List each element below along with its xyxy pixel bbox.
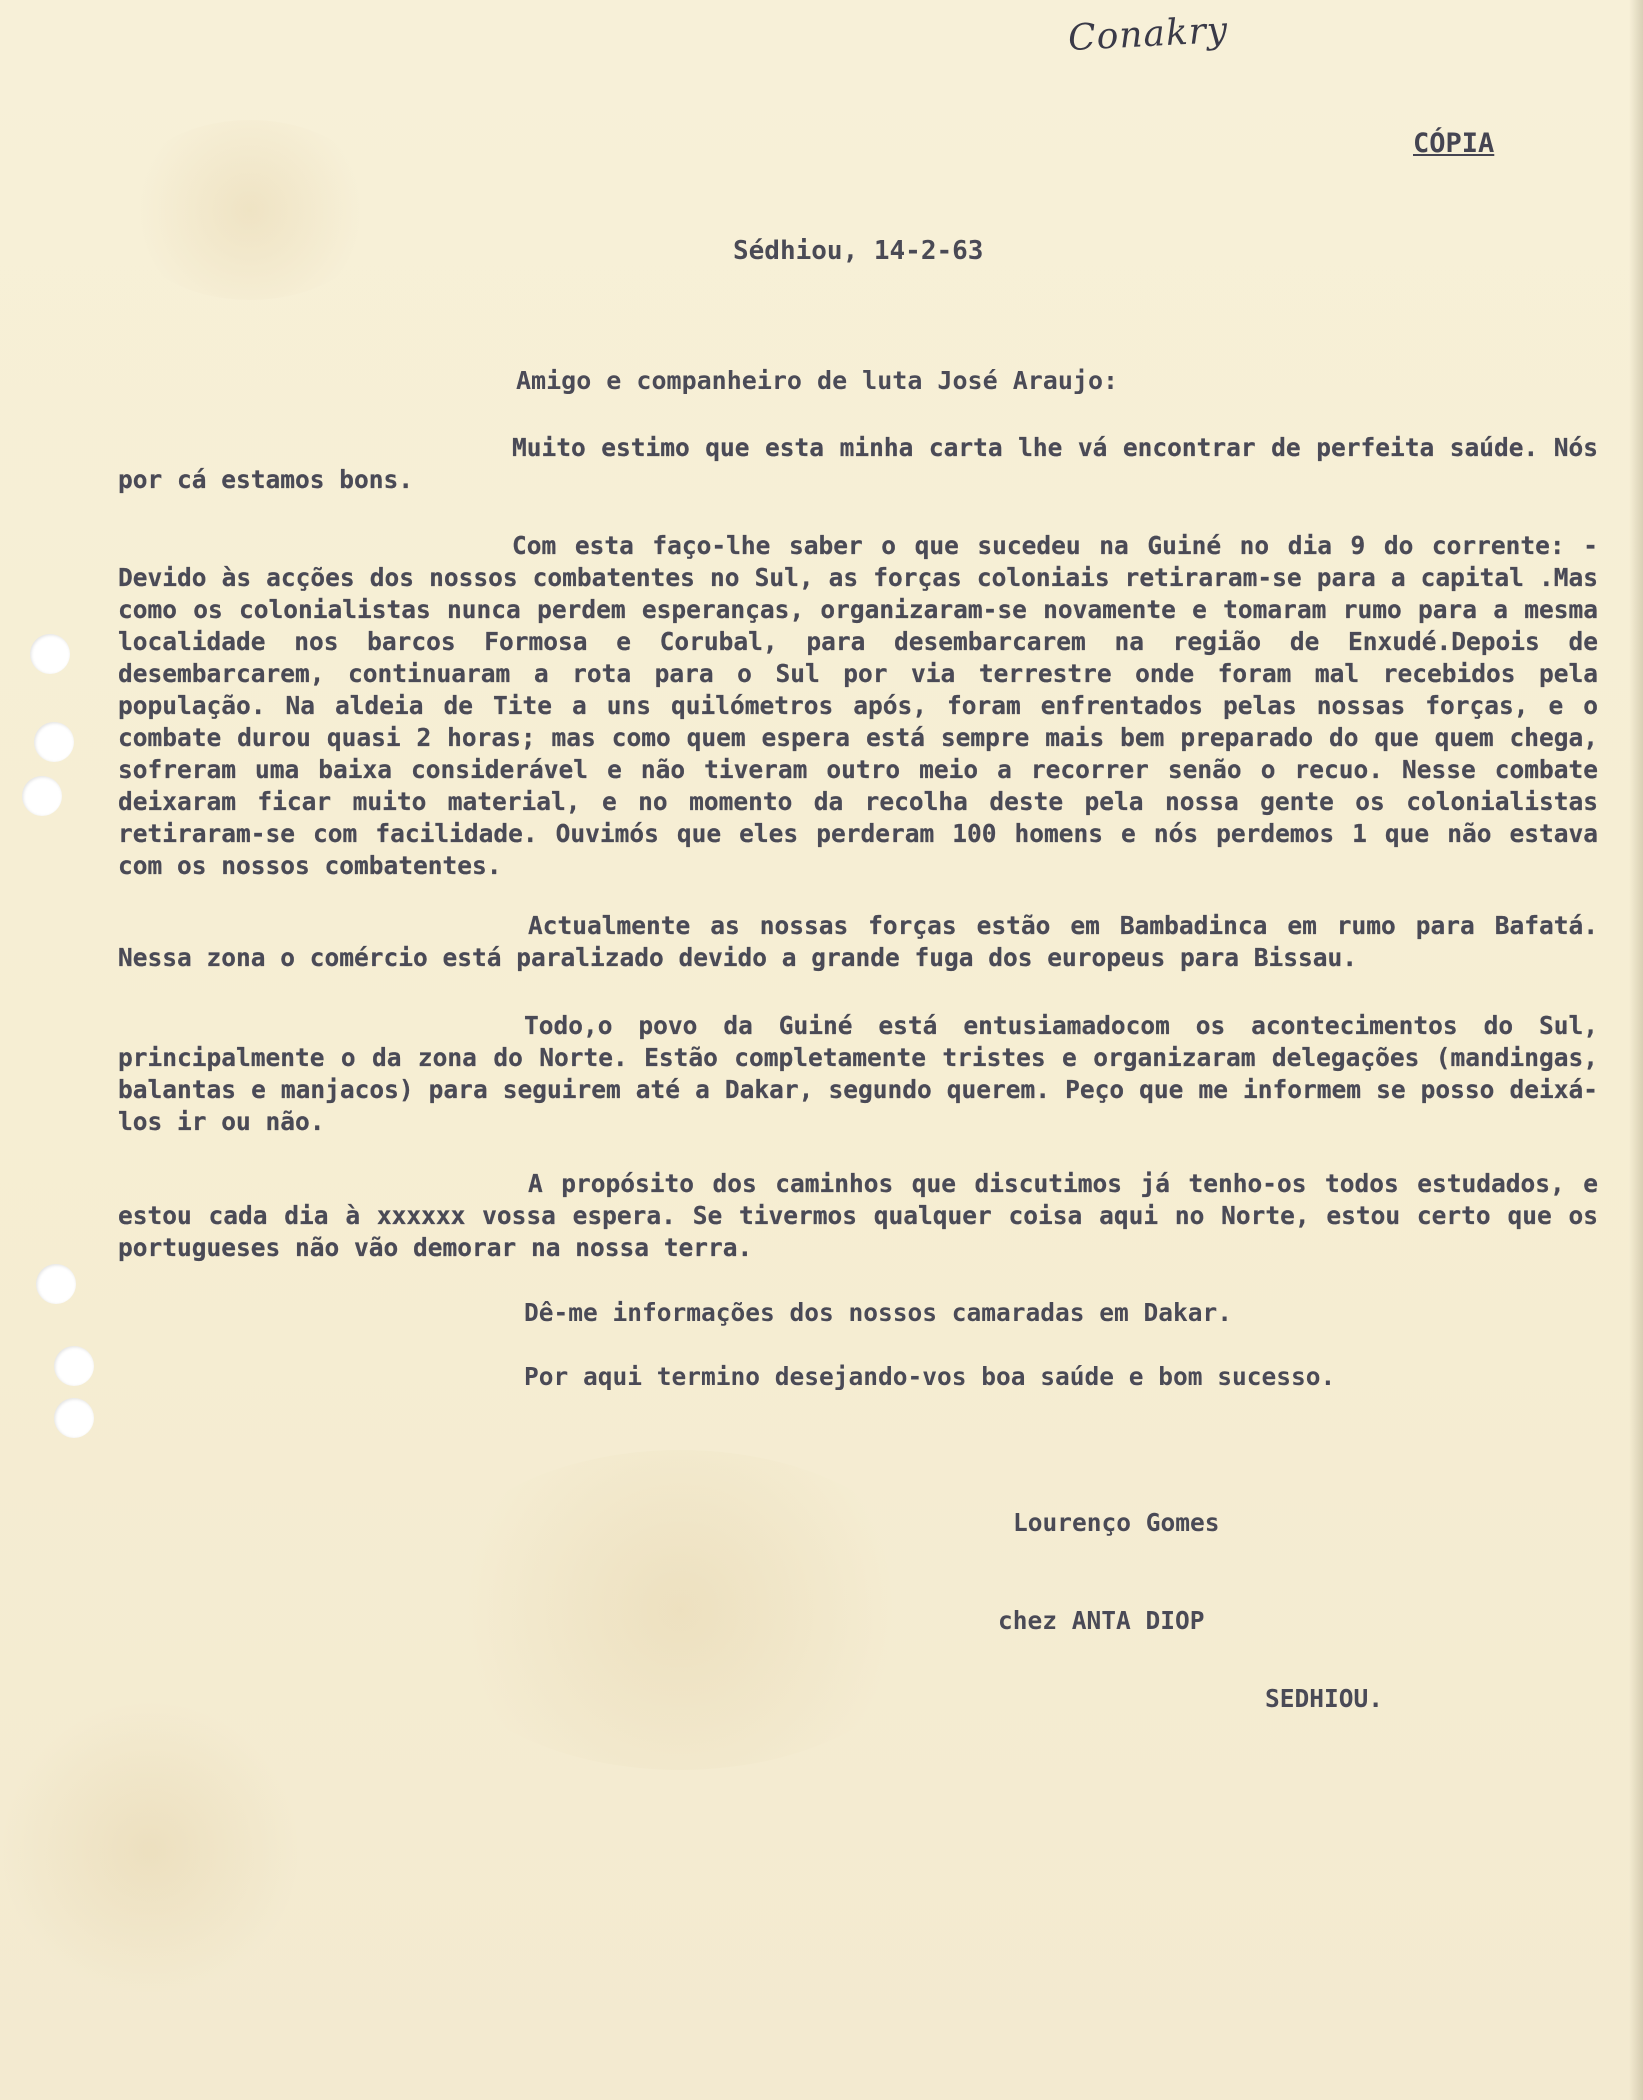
salutation: Amigo e companheiro de luta José Araujo:: [516, 366, 1119, 395]
copy-mark: CÓPIA: [1413, 128, 1495, 159]
punch-hole: [22, 776, 62, 816]
punch-hole: [36, 1264, 76, 1304]
handwritten-annotation: Conakry: [1067, 9, 1230, 60]
punch-hole: [54, 1398, 94, 1438]
punch-hole: [54, 1346, 94, 1386]
punch-hole: [30, 634, 70, 674]
dateline: Sédhiou, 14-2-63: [733, 236, 984, 266]
signature-place: SEDHIOU.: [1265, 1684, 1384, 1713]
paragraph-2: Com esta faço-lhe saber o que sucedeu na Guiné no dia 9 do corrente: - Devido às acções dos nossos combatentes no Sul, as forças coloniais retiraram-se para a capital .Mas como os colonialistas nunca perdem esperanças, organizaram-se novamente e tomaram rumo para a mesma localidade nos barcos Formosa e Corubal, para desembarcarem na região de Enxudé.Depois de desembarcarem, continuaram a rota para o Sul por via terrestre onde foram mal recebidos pela população. Na aldeia de Tite a uns quilómetros após, foram enfrentados pelas nossas forças, e o combate durou quasi 2 horas; mas como quem espera está sempre mais bem preparado do que quem chega, sofreram uma baixa considerável e não tiveram outro meio a recorrer senão o recuo. Nesse combate deixaram ficar muito material, e no momento da recolha deste pela nossa gente os colonialistas retiraram-se com facilidade. Ouvimós que eles perderam 100 homens e nós perdemos 1 que não estava com os nossos combatentes.: [118, 531, 1598, 880]
paragraph-4: Todo,o povo da Guiné está entusiamadocom os acontecimentos do Sul, principalmente o da zona do Norte. Estão completamente tristes e organizaram delegações (mandingas, balantas e manjacos) para seguirem até a Dakar, segundo querem. Peço que me informem se posso deixá-los ir ou não.: [118, 1011, 1598, 1136]
punch-hole: [34, 722, 74, 762]
closing-line-2: Por aqui termino desejando-vos boa saúde e bom sucesso.: [524, 1362, 1336, 1391]
paper-stain: [420, 1450, 940, 1770]
paragraph-1: Muito estimo que esta minha carta lhe vá encontrar de perfeita saúde. Nós por cá estamos bons.: [118, 433, 1598, 494]
paragraph-5: A propósito dos caminhos que discutimos já tenho-os todos estudados, e estou cada dia à xxxxxx vossa espera. Se tivermos qualquer coisa aqui no Norte, estou certo que os portugueses não vão demorar na nossa terra.: [118, 1169, 1598, 1262]
signature-name: Lourenço Gomes: [1013, 1508, 1220, 1537]
paper-stain: [0, 1700, 300, 2000]
closing-line-1: Dê-me informações dos nossos camaradas em Dakar.: [524, 1298, 1233, 1327]
paper-stain: [120, 120, 380, 300]
paragraph-3: Actualmente as nossas forças estão em Bambadinca em rumo para Bafatá. Nessa zona o comércio está paralizado devido a grande fuga dos europeus para Bissau.: [118, 911, 1598, 972]
signature-care-of: chez ANTA DIOP: [998, 1606, 1205, 1635]
